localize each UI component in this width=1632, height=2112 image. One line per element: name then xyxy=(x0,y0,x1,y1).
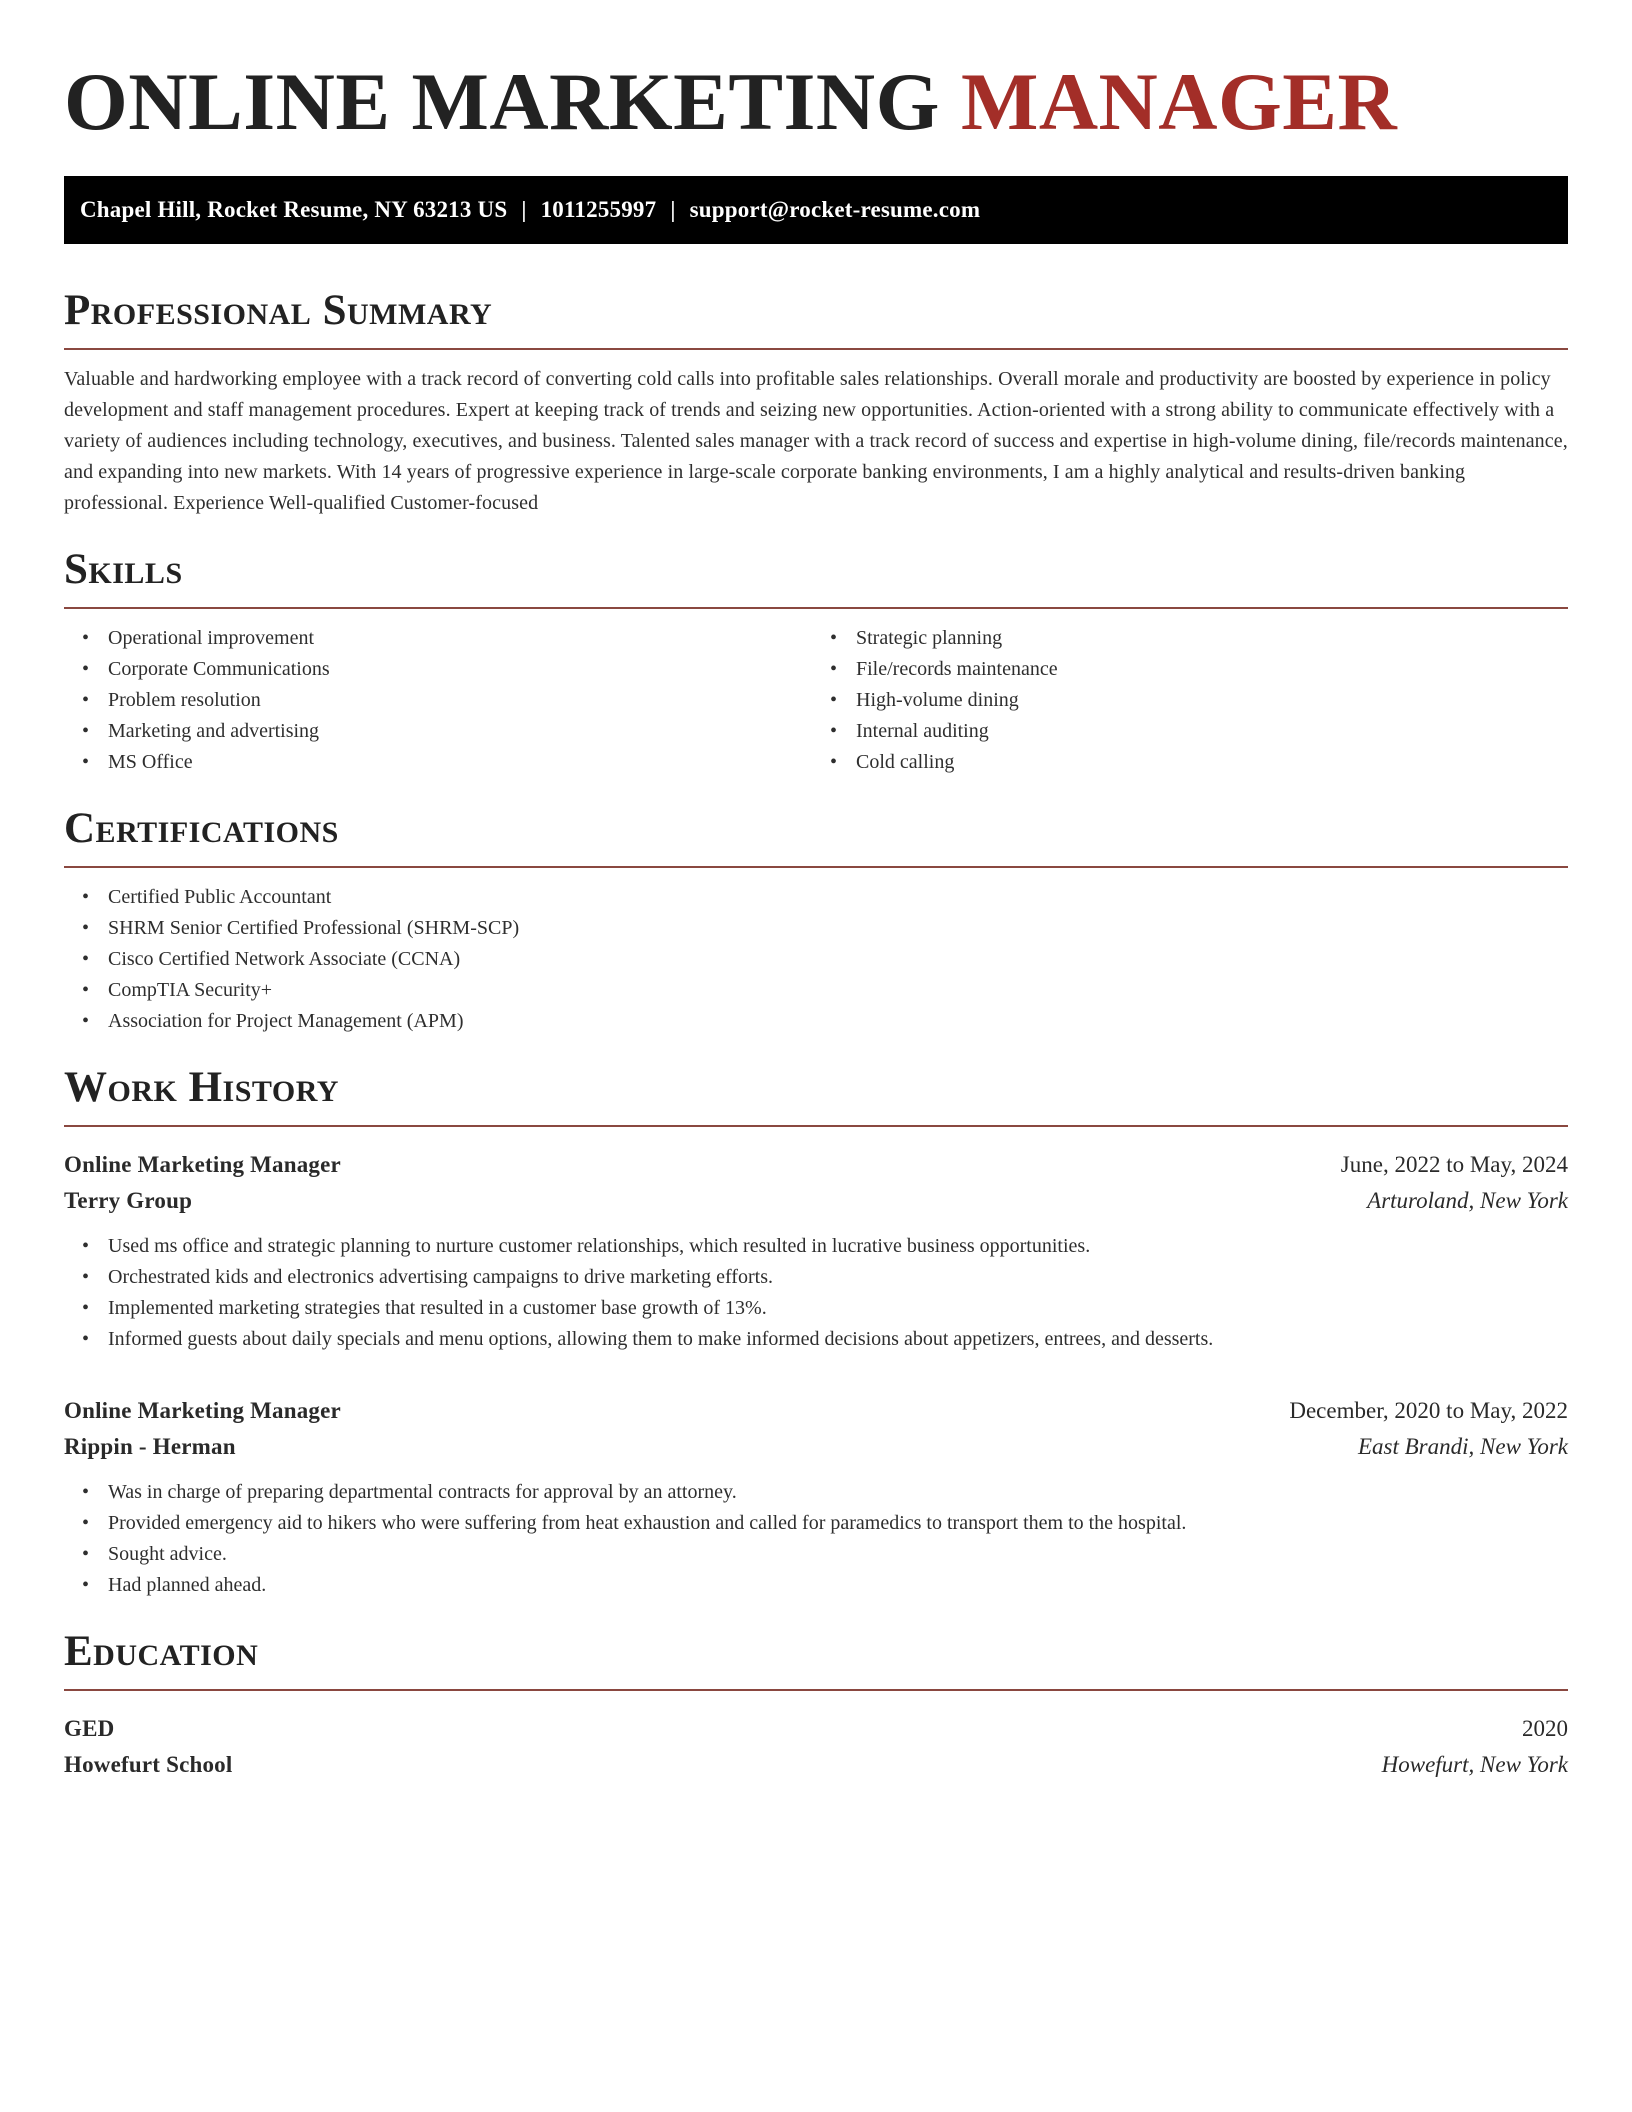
certification-item: • SHRM Senior Certified Professional (SHRM-SCP) xyxy=(108,913,1568,944)
education-location: Howefurt, New York xyxy=(1381,1752,1568,1777)
job-bullet: • Implemented marketing strategies that resulted in a customer base growth of 13%. xyxy=(108,1293,1568,1324)
education-title: Education xyxy=(64,1629,1568,1691)
job-bullet: • Sought advice. xyxy=(108,1539,1568,1570)
resume-name-heading xyxy=(64,52,1568,152)
education-school: Howefurt School xyxy=(64,1752,233,1777)
job-header-row xyxy=(64,1147,1568,1183)
job-company-row xyxy=(64,1183,1568,1219)
education-degree: GED xyxy=(64,1716,115,1741)
job-bullet: • Informed guests about daily specials and menu options, allowing them to make informed decisions about appetizers, entrees, and desserts. xyxy=(108,1324,1568,1355)
certification-item: • Cisco Certified Network Associate (CCNA) xyxy=(108,944,1568,975)
contact-bar xyxy=(64,176,1568,244)
work-history-section xyxy=(64,1065,1568,1601)
job-bullets xyxy=(64,1231,1568,1355)
contact-separator: | xyxy=(521,197,527,222)
skills-title: Skills xyxy=(64,547,1568,609)
job-company: Rippin - Herman xyxy=(64,1434,236,1459)
skill-item: • File/records maintenance xyxy=(856,654,1568,685)
job-company: Terry Group xyxy=(64,1188,193,1213)
skills-section xyxy=(64,547,1568,778)
job-entry xyxy=(64,1147,1568,1355)
job-entry xyxy=(64,1393,1568,1601)
skills-grid xyxy=(64,609,1568,778)
job-dates: June, 2022 to May, 2024 xyxy=(1340,1152,1568,1177)
education-section xyxy=(64,1629,1568,1783)
education-year: 2020 xyxy=(1522,1716,1568,1741)
job-company-row xyxy=(64,1429,1568,1465)
skills-list-right xyxy=(816,623,1568,778)
education-school-row xyxy=(64,1747,1568,1783)
skill-item: • Corporate Communications xyxy=(108,654,816,685)
certification-item: • Association for Project Management (APM) xyxy=(108,1006,1568,1037)
job-bullet: • Had planned ahead. xyxy=(108,1570,1568,1601)
certifications-list xyxy=(64,882,1568,1037)
job-bullet: • Used ms office and strategic planning to nurture customer relationships, which resulted in lucrative business opportunities. xyxy=(108,1231,1568,1262)
job-bullets xyxy=(64,1477,1568,1601)
education-entry xyxy=(64,1711,1568,1783)
certification-item: • Certified Public Accountant xyxy=(108,882,1568,913)
skill-item: • High-volume dining xyxy=(856,685,1568,716)
job-header-row xyxy=(64,1393,1568,1429)
job-dates: December, 2020 to May, 2022 xyxy=(1289,1398,1568,1423)
certifications-title: Certifications xyxy=(64,806,1568,868)
work-history-title: Work History xyxy=(64,1065,1568,1127)
job-title: Online Marketing Manager xyxy=(64,1398,341,1423)
job-location: East Brandi, New York xyxy=(1357,1434,1568,1459)
contact-phone: 1011255997 xyxy=(540,197,657,222)
job-bullet: • Was in charge of preparing departmental contracts for approval by an attorney. xyxy=(108,1477,1568,1508)
summary-title: Professional Summary xyxy=(64,288,1568,350)
skill-item: • Problem resolution xyxy=(108,685,816,716)
skill-item: • Marketing and advertising xyxy=(108,716,816,747)
contact-separator: | xyxy=(670,197,676,222)
job-bullet: • Provided emergency aid to hikers who were suffering from heat exhaustion and called for paramedics to transport them to the hospital. xyxy=(108,1508,1568,1539)
skills-list-left xyxy=(64,623,816,778)
certification-item: • CompTIA Security+ xyxy=(108,975,1568,1006)
certifications-section xyxy=(64,806,1568,1037)
skill-item: • MS Office xyxy=(108,747,816,778)
name-primary: ONLINE MARKETING xyxy=(64,56,940,147)
skill-item: • Operational improvement xyxy=(108,623,816,654)
summary-text: Valuable and hardworking employee with a track record of converting cold calls into profitable sales relationships. Overall morale and productivity are boosted by experience in policy development and staff management procedures. Expert at keeping track of trends and seizing new opportunities. Action-oriented with a strong ability to communicate effectively with a variety of audiences including technology, executives, and business. Talented sales manager with a track record of success and expertise in high-volume dining, file/records maintenance, and expanding into new markets. With 14 years of progressive experience in large-scale corporate banking environments, I am a highly analytical and results-driven banking professional. Experience Well-qualified Customer-focused xyxy=(64,368,1568,514)
contact-email: support@rocket-resume.com xyxy=(689,197,981,222)
skill-item: • Cold calling xyxy=(856,747,1568,778)
summary-section xyxy=(64,288,1568,519)
job-title: Online Marketing Manager xyxy=(64,1152,341,1177)
job-bullet: • Orchestrated kids and electronics advertising campaigns to drive marketing efforts. xyxy=(108,1262,1568,1293)
skill-item: • Internal auditing xyxy=(856,716,1568,747)
name-accent: MANAGER xyxy=(960,56,1398,147)
job-location: Arturoland, New York xyxy=(1367,1188,1568,1213)
education-degree-row xyxy=(64,1711,1568,1747)
skill-item: • Strategic planning xyxy=(856,623,1568,654)
contact-address: Chapel Hill, Rocket Resume, NY 63213 US xyxy=(80,197,508,222)
